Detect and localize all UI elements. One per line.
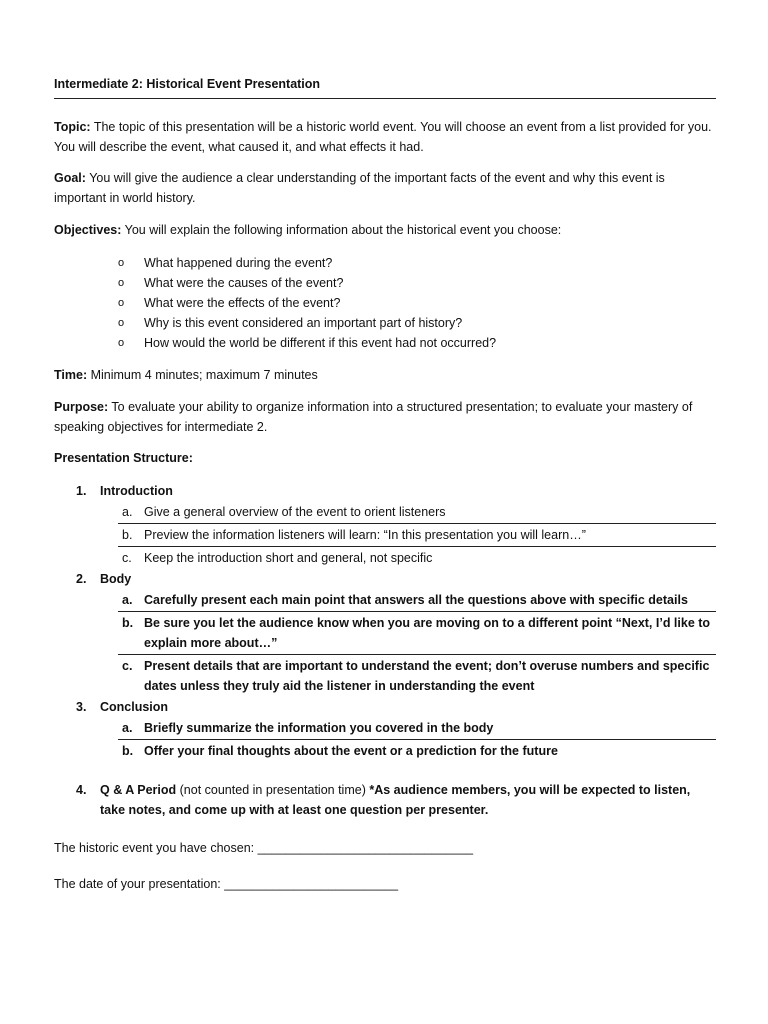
item-letter: a.: [122, 721, 133, 735]
qa-text: *As audience members, you will be expected to listen, take notes, and come up with at least one question per presenter.: [100, 783, 691, 817]
item-text: Carefully present each main point that answers all the questions above with specific details: [144, 593, 688, 607]
outline-item: [118, 523, 716, 546]
time-text: Minimum 4 minutes; maximum 7 minutes: [87, 368, 318, 382]
outline-item: [118, 739, 716, 762]
objectives-text: You will explain the following information about the historical event you choose:: [121, 223, 562, 237]
item-letter: a.: [122, 505, 133, 519]
list-item: [54, 313, 716, 333]
item-text: Be sure you let the audience know when you are moving on to a different point “Next, I’d like to explain more about…”: [144, 616, 711, 650]
presentation-date-line: [54, 874, 716, 894]
section-introduction: [54, 481, 716, 501]
item-text: Keep the introduction short and general, not specific: [144, 551, 433, 565]
list-item-text: What were the causes of the event?: [144, 276, 344, 290]
presentation-date-label: The date of your presentation:: [54, 877, 225, 891]
topic-paragraph: [54, 117, 716, 157]
outline-item: [118, 546, 716, 569]
section-number: 2.: [76, 572, 87, 586]
outline-item: [118, 589, 716, 611]
goal-text: You will give the audience a clear understanding of the important facts of the event and why this event is important in world history.: [54, 171, 665, 205]
section-title: Introduction: [100, 484, 173, 498]
goal-paragraph: [54, 168, 716, 208]
section-number: 1.: [76, 484, 87, 498]
purpose-paragraph: [54, 397, 716, 437]
structure-outline: [54, 481, 716, 820]
goal-label: Goal:: [54, 171, 86, 185]
section-title: Body: [100, 572, 132, 586]
list-item: [54, 333, 716, 353]
qa-note: (not counted in presentation time): [176, 783, 370, 797]
list-item: [54, 293, 716, 313]
item-text: Briefly summarize the information you covered in the body: [144, 721, 494, 735]
section-title: Conclusion: [100, 700, 169, 714]
chosen-event-blank: _______________________________: [257, 841, 474, 855]
item-letter: b.: [122, 616, 134, 630]
bullet-mark: o: [118, 317, 125, 329]
topic-label: Topic:: [54, 120, 91, 134]
item-letter: c.: [122, 659, 133, 673]
structure-heading: Presentation Structure:: [54, 451, 193, 465]
section-number: 3.: [76, 700, 87, 714]
outline-item: [118, 611, 716, 654]
qa-label: Q & A Period: [100, 783, 177, 797]
chosen-event-line: [54, 838, 716, 858]
section-number: 4.: [76, 783, 87, 797]
presentation-date-blank: _________________________: [224, 877, 399, 891]
time-paragraph: [54, 365, 716, 385]
item-letter: b.: [122, 744, 134, 758]
bullet-mark: o: [118, 297, 125, 309]
objectives-list: [54, 253, 716, 353]
document-title: Intermediate 2: Historical Event Presentation: [54, 74, 716, 99]
outline-item: [118, 501, 716, 523]
outline-item: [118, 717, 716, 739]
outline-item: [118, 654, 716, 697]
purpose-label: Purpose:: [54, 400, 109, 414]
bullet-mark: o: [118, 337, 125, 349]
section-conclusion: [54, 697, 716, 717]
bullet-mark: o: [118, 277, 125, 289]
section-body: [54, 569, 716, 589]
list-item: [54, 253, 716, 273]
objectives-label: Objectives:: [54, 223, 122, 237]
time-label: Time:: [54, 368, 88, 382]
list-item-text: Why is this event considered an important part of history?: [144, 316, 463, 330]
item-letter: c.: [122, 551, 132, 565]
item-letter: b.: [122, 528, 133, 542]
document-page: [54, 74, 716, 894]
objectives-paragraph: [54, 220, 716, 240]
topic-text: The topic of this presentation will be a historic world event. You will choose an event from a list provided for you. You will describe the event, what caused it, and what effects it had.: [54, 120, 712, 154]
list-item: [54, 273, 716, 293]
list-item-text: What happened during the event?: [144, 256, 333, 270]
item-text: Preview the information listeners will learn: “In this presentation you will learn…”: [144, 528, 586, 542]
section-qa-period: [54, 780, 716, 820]
item-text: Give a general overview of the event to orient listeners: [144, 505, 446, 519]
chosen-event-label: The historic event you have chosen:: [54, 841, 258, 855]
bullet-mark: o: [118, 257, 125, 269]
list-item-text: What were the effects of the event?: [144, 296, 341, 310]
item-letter: a.: [122, 593, 133, 607]
item-text: Present details that are important to understand the event; don’t overuse numbers and specific dates unless they truly aid the listener in understanding the event: [144, 659, 710, 693]
item-text: Offer your final thoughts about the event or a prediction for the future: [144, 744, 558, 758]
list-item-text: How would the world be different if this event had not occurred?: [144, 336, 497, 350]
purpose-text: To evaluate your ability to organize information into a structured presentation; to evaluate your mastery of speaking objectives for intermediate 2.: [54, 400, 693, 434]
